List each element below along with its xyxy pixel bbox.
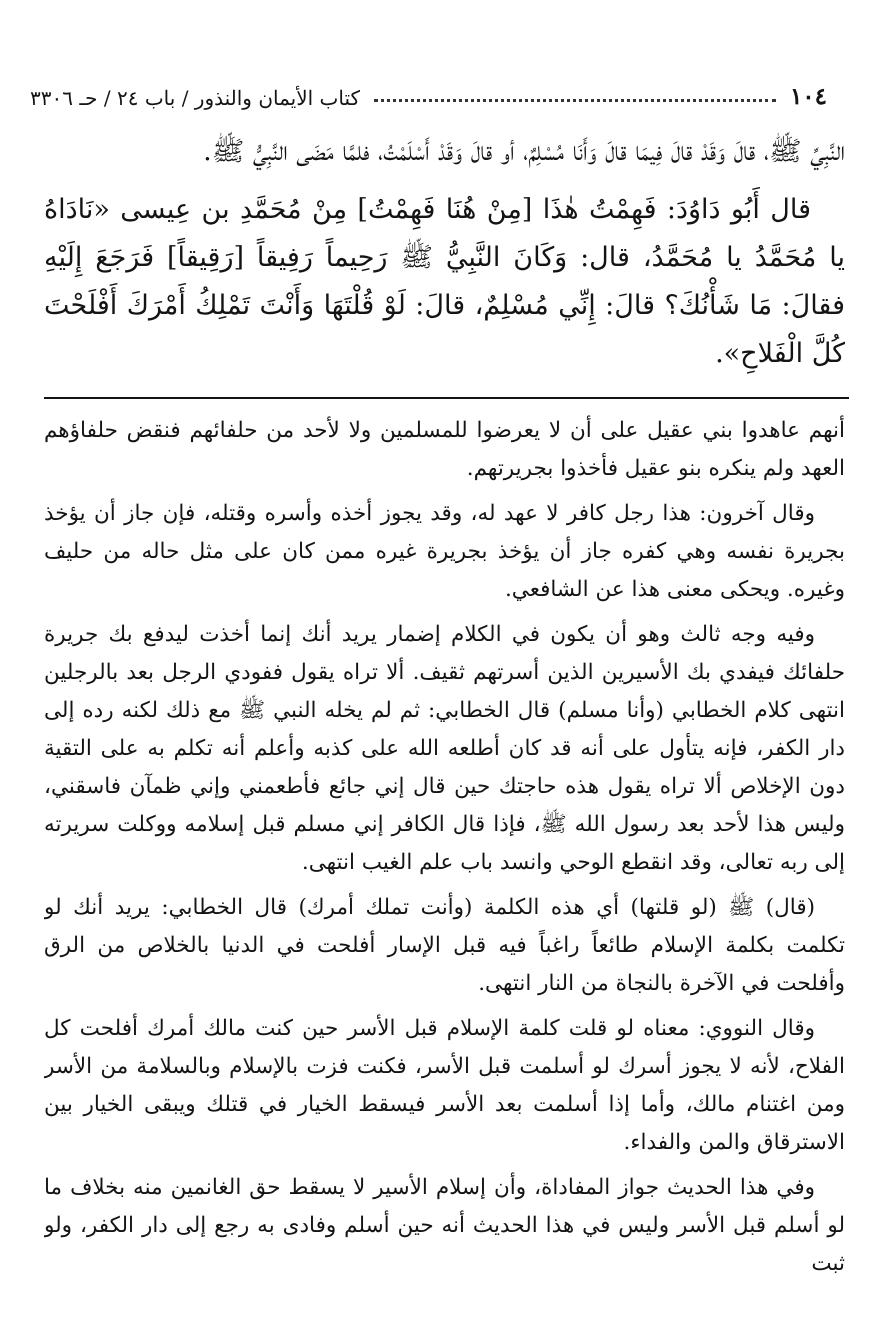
hadith-text [44,128,845,388]
commentary-paragraph: وقال النووي: معناه لو قلت كلمة الإسلام قبل الأسر حين كنت مالك أمرك أفلحت كل الفلاح، لأنه لا يجوز أسرك لو أسلمت قبل الأسر، فكنت فزت بالإسلام وبالسلامة من الأسر ومن اغتنام مالك، وأما إذا أسلمت بعد الأسر فيسقط الخيار في قتلك ويبقى الخيار بين الاسترقاق والمن والفداء. [44,1016,845,1155]
commentary-paragraph: (قال) ﷺ (لو قلتها) أي هذه الكلمة (وأنت تملك أمرك) قال الخطابي: يريد أنك لو تكلمت بكلمة الإسلام طائعاً راغباً فيه قبل الإسار أفلحت في الدنيا بالخلاص من الرق وأفلحت في الآخرة بالنجاة من النار انتهى. [44,895,845,996]
commentary-paragraph: وفيه وجه ثالث وهو أن يكون في الكلام إضمار يريد أنك إنما أخذت ليدفع بك جريرة حلفائك فيفدي بك الأسيرين الذين أسرتهم ثقيف. ألا تراه يقول ففودي الرجل بعد بالرجلين انتهى كلام الخطابي (وأنا مسلم) قال الخطابي: ثم لم يخله النبي ﷺ مع ذلك لكنه رده إلى دار الكفر، فإنه يتأول على أنه قد كان أطلعه الله على كذبه وأعلم أنه تكلم به على التقية دون الإخلاص ألا تراه يقول هذه حاجتك حين قال إني جائع فأطعمني وإني ظمآن فاسقني، وليس هذا لأحد بعد رسول الله ﷺ، فإذا قال الكافر إني مسلم قبل إسلامه ووكلت سريرته إلى ربه تعالى، وقد انقطع الوحي وانسد باب علم الغيب انتهى. [44,622,845,875]
commentary-paragraph: وقال آخرون: هذا رجل كافر لا عهد له، وقد يجوز أخذه وأسره وقتله، فإن جاز أن يؤخذ بجريرة نفسه وهي كفره جاز أن يؤخذ بجريرة غيره ممن كان على مثل حاله من حليف وغيره. ويحكى معنى هذا عن الشافعي. [44,501,845,602]
separator-rule [44,397,849,399]
page-number: ١٠٤ [789,83,827,110]
hadith-paragraph: النَّبِيِّ ﷺ، قالَ وَقَدْ قالَ فِيمَا قالَ وَأَنَا مُسْلِمٌ، أو قالَ وَقَدْ أَسْلَمْتُ، فلمَّا مَضَى النَّبِيُّ ﷺ. [203,136,845,167]
page-header [30,76,827,110]
commentary-paragraph: أنهم عاهدوا بني عقيل على أن لا يعرضوا للمسلمين ولا لأحد من حلفائهم فنقض حلفاؤهم العهد ولم ينكره بنو عقيل فأخذوا بجريرتهم. [44,418,845,481]
hadith-paragraph: قال أَبُو دَاوُدَ: فَهِمْتُ هٰذَا [مِنْ هُنَا فَهِمْتُ] مِنْ مُحَمَّدِ بن عِيسى «نَادَاهُ يا مُحَمَّدُ يا مُحَمَّدُ، قال: وَكَانَ النَّبِيُّ ﷺ رَحِيماً رَفِيقاً [رَقِيقاً] فَرَجَعَ إِلَيْهِ فقالَ: مَا شَأْنُكَ؟ قالَ: إِنِّي مُسْلِمٌ، قالَ: لَوْ قُلْتَهَا وَأَنْتَ تَمْلِكُ أَمْرَكَ أَفْلَحْتَ كُلَّ الْفَلاحِ». [44,194,845,369]
running-head: كتاب الأيمان والنذور / باب ٢٤ / حـ ٣٣٠٦ [30,86,361,110]
commentary-text [44,412,845,1323]
commentary-paragraph: وفي هذا الحديث جواز المفاداة، وأن إسلام الأسير لا يسقط حق الغانمين منه بخلاف ما لو أسلم قبل الأسر وليس في هذا الحديث أنه حين أسلم وفادى به رجع إلى دار الكفر، ولو ثبت [44,1175,845,1276]
header-leader-dots [374,99,776,102]
